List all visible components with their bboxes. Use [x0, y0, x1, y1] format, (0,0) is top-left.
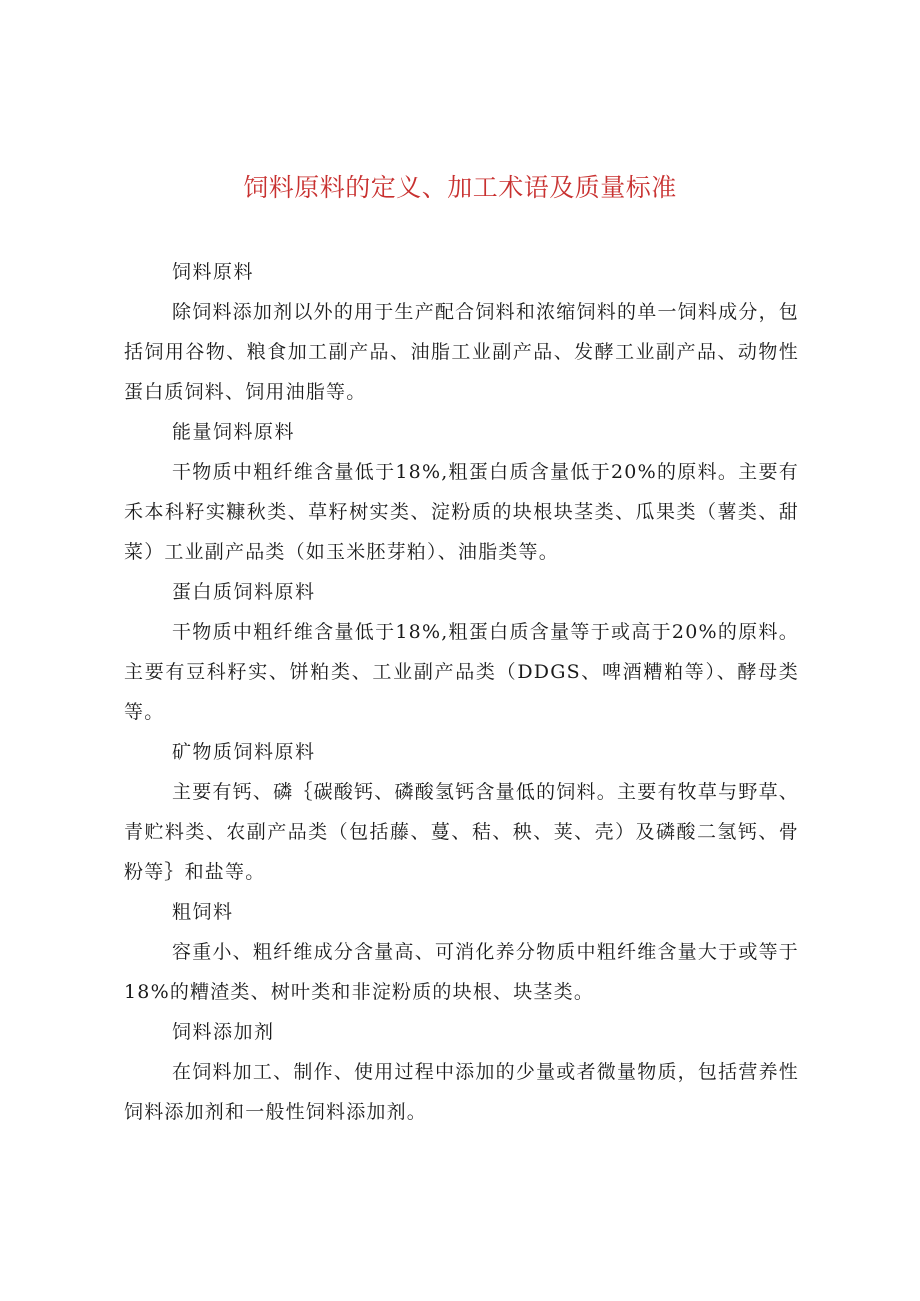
section-protein-feed: [124, 572, 799, 732]
section-paragraph: 干物质中粗纤维含量低于18%,粗蛋白质含量低于20%的原料。主要有禾本科籽实糠秋类、草籽树实类、淀粉质的块根块茎类、瓜果类（薯类、甜菜）工业副产品类（如玉米胚芽粕）、油脂类等。: [124, 461, 799, 563]
section-paragraph: 容重小、粗纤维成分含量高、可消化养分物质中粗纤维含量大于或等于18%的糟渣类、树叶类和非淀粉质的块根、块茎类。: [124, 941, 799, 1003]
section-paragraph: 除饲料添加剂以外的用于生产配合饲料和浓缩饲料的单一饲料成分，包括饲用谷物、粮食加工副产品、油脂工业副产品、发酵工业副产品、动物性蛋白质饲料、饲用油脂等。: [124, 301, 799, 403]
document-title: 饲料原料的定义、加工术语及质量标准: [243, 173, 677, 202]
section-paragraph: 主要有钙、磷｛碳酸钙、磷酸氢钙含量低的饲料。主要有牧草与野草、青贮料类、农副产品类（包括藤、蔓、秸、秧、荚、壳）及磷酸二氢钙、骨粉等｝和盐等。: [124, 781, 799, 883]
section-heading: 矿物质饲料原料: [172, 741, 316, 763]
document-body: [124, 252, 799, 1132]
section-feed-raw-material: [124, 252, 799, 412]
section-heading: 饲料添加剂: [172, 1021, 275, 1043]
section-heading: 饲料原料: [172, 261, 255, 283]
section-feed-additive: [124, 1012, 799, 1132]
section-paragraph: 干物质中粗纤维含量低于18%,粗蛋白质含量等于或高于20%的原料。主要有豆科籽实、饼粕类、工业副产品类（DDGS、啤酒糟粕等）、酵母类等。: [124, 621, 799, 723]
section-heading: 蛋白质饲料原料: [172, 581, 316, 603]
section-roughage: [124, 892, 799, 1012]
section-paragraph: 在饲料加工、制作、使用过程中添加的少量或者微量物质，包括营养性饲料添加剂和一般性饲料添加剂。: [124, 1061, 799, 1123]
section-heading: 粗饲料: [172, 901, 234, 923]
section-mineral-feed: [124, 732, 799, 892]
section-energy-feed: [124, 412, 799, 572]
section-heading: 能量饲料原料: [172, 421, 296, 443]
